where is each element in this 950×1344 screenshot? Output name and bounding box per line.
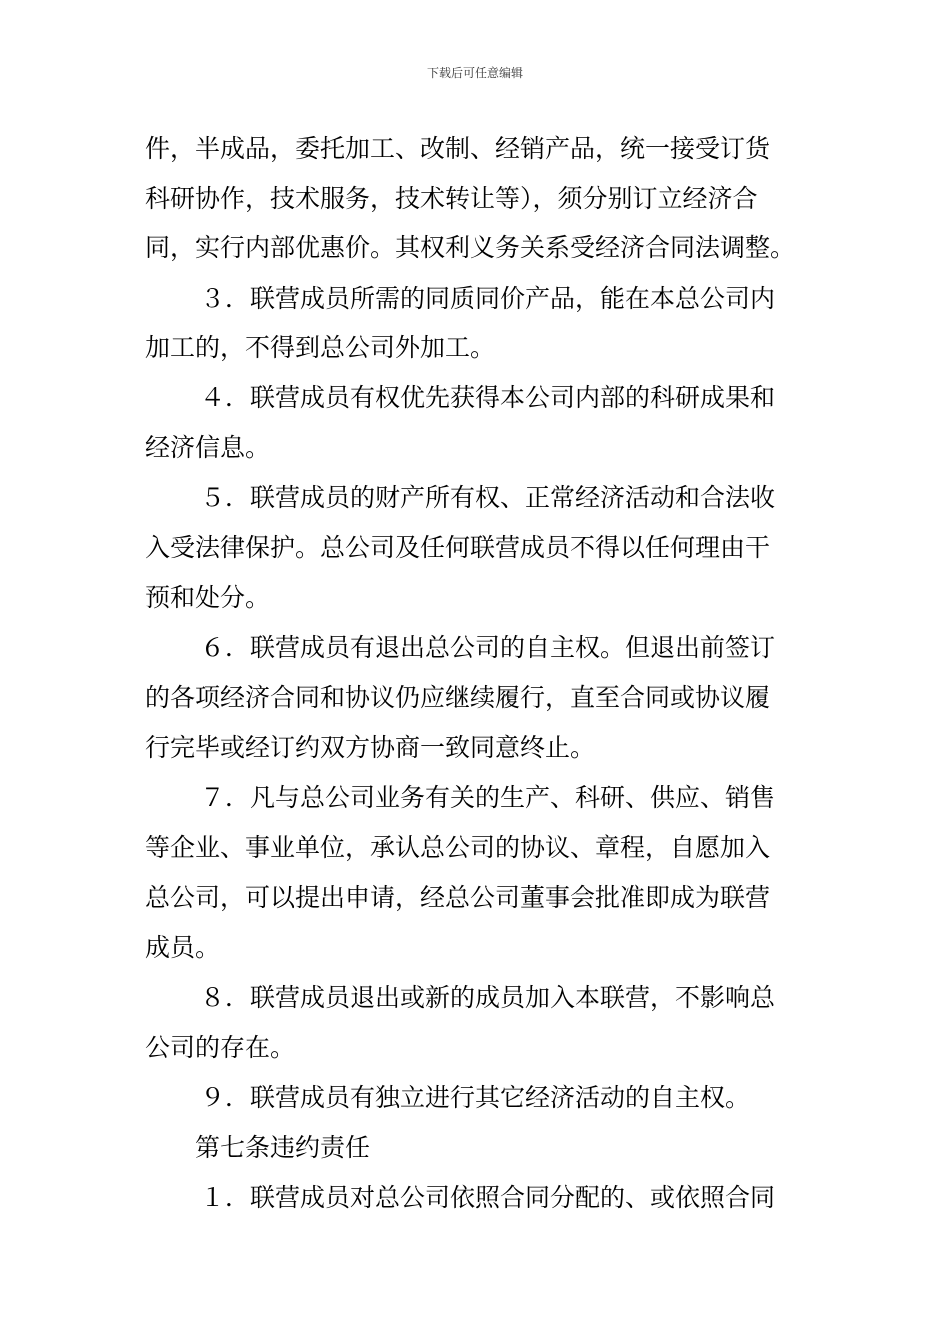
text-line: 的各项经济合同和协议仍应继续履行，直至合同或协议履 (145, 683, 771, 712)
text-line: ３．联营成员所需的同质同价产品，能在本总公司内 (200, 284, 776, 313)
text-line: 科研协作，技术服务，技术转让等），须分别订立经济合 (145, 184, 758, 213)
text-line: 同，实行内部优惠价。其权利义务关系受经济合同法调整。 (145, 233, 796, 262)
text-line: ６．联营成员有退出总公司的自主权。但退出前签订 (200, 633, 776, 662)
text-line: 经济信息。 (145, 433, 271, 462)
text-line: 等企业、事业单位，承认总公司的协议、章程，自愿加入 (145, 833, 771, 862)
text-line: 行完毕或经订约双方协商一致同意终止。 (145, 733, 596, 762)
text-line: 加工的，不得到总公司外加工。 (145, 333, 496, 362)
text-line: ５．联营成员的财产所有权、正常经济活动和合法收 (200, 483, 776, 512)
text-line: １．联营成员对总公司依照合同分配的、或依照合同 (200, 1183, 776, 1212)
text-line: 件，半成品，委托加工、改制、经销产品，统一接受订货 (145, 134, 771, 163)
text-line: 预和处分。 (145, 583, 271, 612)
text-line: 总公司，可以提出申请，经总公司董事会批准即成为联营 (145, 883, 771, 912)
page-header: 下载后可任意编辑 (426, 66, 523, 80)
text-line: 成员。 (145, 933, 221, 962)
text-line: 入受法律保护。总公司及任何联营成员不得以任何理由干 (145, 533, 771, 562)
text-line: 第七条违约责任 (195, 1133, 371, 1162)
text-line: ４．联营成员有权优先获得本公司内部的科研成果和 (200, 383, 776, 412)
text-line: ８．联营成员退出或新的成员加入本联营，不影响总 (200, 983, 776, 1012)
text-line: 公司的存在。 (145, 1033, 296, 1062)
text-line: ７．凡与总公司业务有关的生产、科研、供应、销售 (200, 783, 776, 812)
text-line: ９．联营成员有独立进行其它经济活动的自主权。 (200, 1083, 751, 1112)
